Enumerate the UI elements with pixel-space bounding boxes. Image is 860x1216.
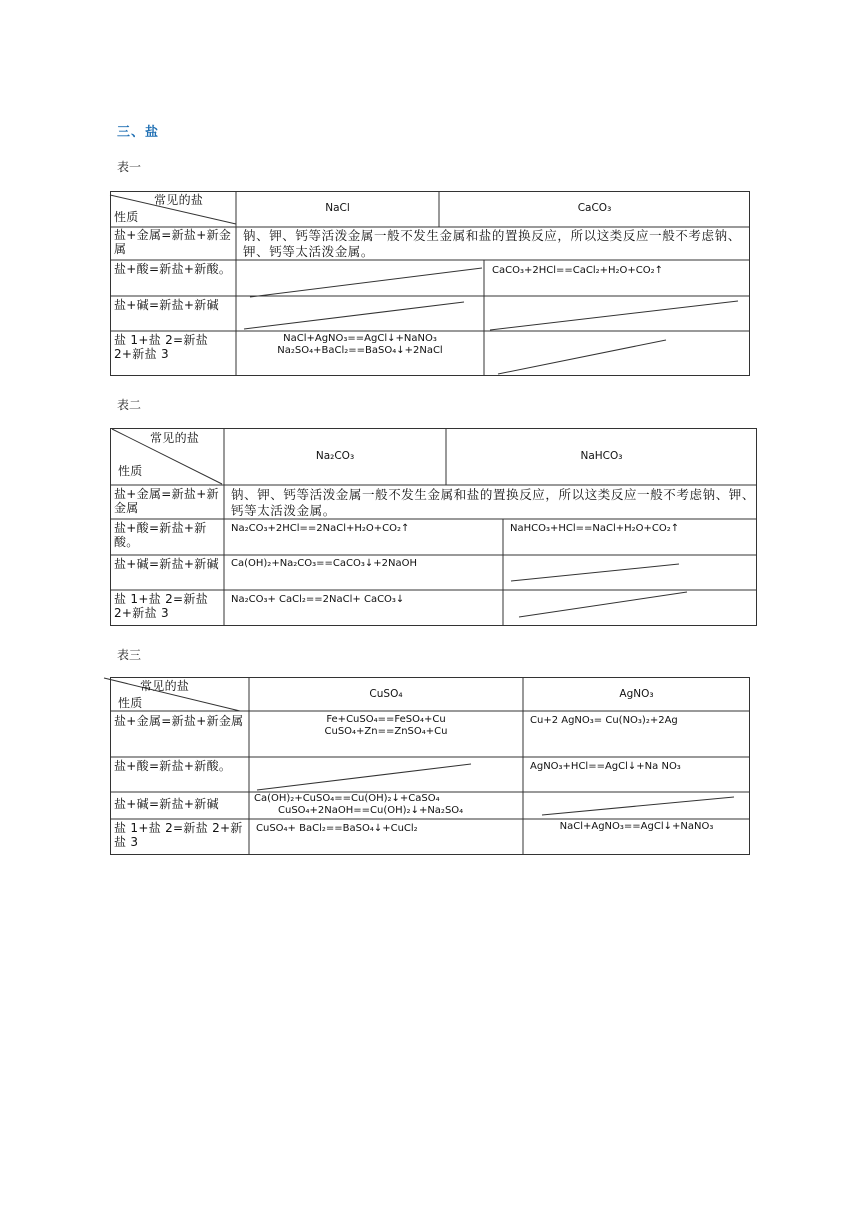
table-1 [110,191,750,376]
table-1-row-label: 盐+金属=新盐+新金属 [114,228,232,256]
table-3 [110,677,750,855]
table-3-equation: Ca(OH)₂+CuSO₄==Cu(OH)₂↓+CaSO₄ [254,793,440,804]
table-2-corner-top: 常见的盐 [150,431,200,445]
table-2-row-label: 盐+碱=新盐+新碱 [114,557,219,571]
table-1-header-nacl: NaCl [325,202,350,214]
table-1-equation: NaCl+AgNO₃==AgCl↓+NaNO₃ [283,333,437,344]
table-3-corner-top: 常见的盐 [140,679,190,693]
table-2-row-label: 盐 1+盐 2=新盐 2+新盐 3 [114,592,209,620]
table-3-header-cuso4: CuSO₄ [369,688,403,700]
table-3-row-label: 盐+金属=新盐+新金属 [114,714,244,728]
table-3-caption: 表三 [117,648,142,662]
table-1-corner-bottom: 性质 [114,210,139,224]
table-1-equation: CaCO₃+2HCl==CaCl₂+H₂O+CO₂↑ [492,265,664,276]
table-2-equation: Na₂CO₃+2HCl==2NaCl+H₂O+CO₂↑ [231,523,410,534]
table-2-metal-note: 钠、钾、钙等活泼金属一般不发生金属和盐的置换反应，所以这类反应一般不考虑钠、钾、钙等太活泼金属。 [231,487,756,518]
table-1-row-label: 盐 1+盐 2=新盐 2+新盐 3 [114,333,209,361]
table-2-header-nahco3: NaHCO₃ [580,450,623,462]
table-1-corner-top: 常见的盐 [154,193,204,207]
table-2-equation: Ca(OH)₂+Na₂CO₃==CaCO₃↓+2NaOH [231,558,418,569]
table-3-equation: Cu+2 AgNO₃= Cu(NO₃)₂+2Ag [530,715,678,726]
table-2-corner-bottom: 性质 [118,464,143,478]
table-1-row-label: 盐+碱=新盐+新碱 [114,298,219,312]
table-1-caption: 表一 [117,160,142,174]
table-3-equation: AgNO₃+HCl==AgCl↓+Na NO₃ [530,761,681,772]
table-3-header-agno3: AgNO₃ [619,688,654,700]
table-2 [110,428,757,626]
table-3-equation: Fe+CuSO₄==FeSO₄+Cu [326,714,446,725]
table-2-row-label: 盐+酸=新盐+新酸。 [114,521,207,549]
table-3-equation: CuSO₄+Zn==ZnSO₄+Cu [324,726,448,737]
table-2-row-label: 盐+金属=新盐+新金属 [114,487,219,515]
table-3-equation: CuSO₄+2NaOH==Cu(OH)₂↓+Na₂SO₄ [278,805,464,816]
table-3-corner-bottom: 性质 [118,696,143,710]
table-2-equation: NaHCO₃+HCl==NaCl+H₂O+CO₂↑ [510,523,680,534]
table-2-caption: 表二 [117,398,142,412]
table-2-equation: Na₂CO₃+ CaCl₂==2NaCl+ CaCO₃↓ [231,594,405,605]
table-3-row-label: 盐+酸=新盐+新酸。 [114,759,232,773]
table-3-equation: CuSO₄+ BaCl₂==BaSO₄↓+CuCl₂ [256,823,418,834]
table-3-equation: NaCl+AgNO₃==AgCl↓+NaNO₃ [559,821,714,832]
section-title: 三、盐 [117,125,160,140]
table-1-equation: Na₂SO₄+BaCl₂==BaSO₄↓+2NaCl [277,345,443,356]
table-1-row-label: 盐+酸=新盐+新酸。 [114,262,232,276]
table-1-header-caco3: CaCO₃ [577,202,612,214]
table-3-row-label: 盐+碱=新盐+新碱 [114,797,219,811]
table-1-metal-note: 钠、钾、钙等活泼金属一般不发生金属和盐的置换反应，所以这类反应一般不考虑钠、钾、钙等太活泼金属。 [243,228,741,259]
table-3-row-label: 盐 1+盐 2=新盐 2+新盐 3 [114,821,243,849]
table-2-header-na2co3: Na₂CO₃ [315,450,355,462]
